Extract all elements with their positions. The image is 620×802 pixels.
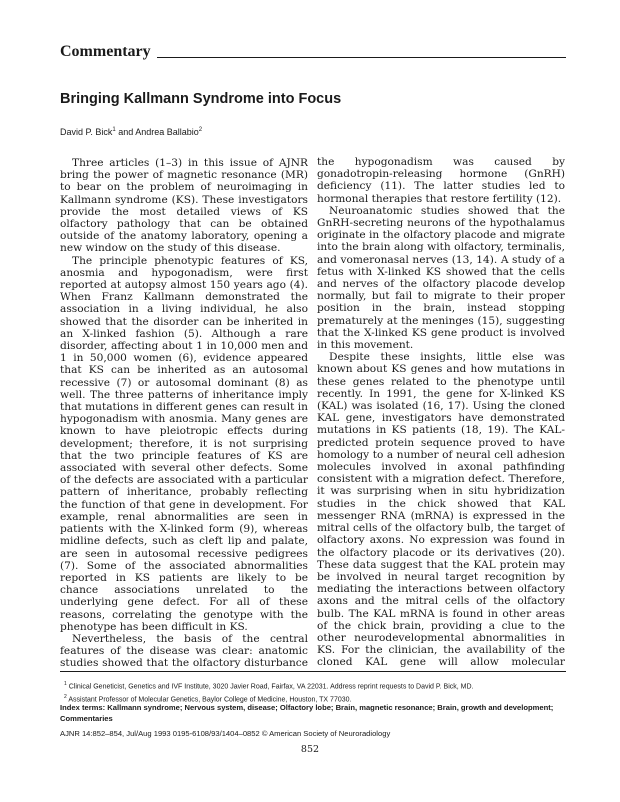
author-1: David P. Bick [60, 127, 113, 137]
footnote-rule [60, 671, 566, 672]
author-line [60, 127, 202, 137]
paragraph-kal-gene: Despite these insights, little else was known about KS genes and how mutations in these genes related to the phenotype until recently. In 1991, the gene for X-linked KS (KAL) was isolated (16, 17). Using the cloned KAL gene, investigators have demonstrated mutations in KS patients (18, 19). The KAL-predicted protein sequence proved to have homology to a number of neural cell adhesion molecules involved in axonal pathfinding consistent with a migration defect. Therefore, it was surprising when in situ hybridization studies in the chick showed that KAL messenger RNA (mRNA) is expressed in the mitral cells of the olfactory bulb, the target of olfactory axons. No expression was found in the olfactory placode or its derivatives (20). These data suggest that the KAL protein may be involved in neural target recognition by mediating the interactions between olfactory axons and the mitral cells of the olfactory bulb. The KAL mRNA is found in other areas of the chick brain, providing a clue to the other neurodevelopmental abnormalities in KS. For the clinician, the availability of the cloned KAL gene will allow molecular [317, 351, 565, 668]
author-1-footnote-mark: 1 [112, 127, 116, 133]
author-conjunction: and [115, 127, 136, 137]
journal-citation: AJNR 14:852–854, Jul/Aug 1993 0195-6108/93/1404–0852 © American Society of Neuroradiology [60, 729, 391, 738]
footnote-1-mark: 1 [64, 681, 67, 687]
footnote-1 [64, 679, 564, 692]
section-header [60, 44, 566, 60]
right-column [317, 156, 565, 668]
left-column [60, 157, 308, 669]
paragraph-basis: Nevertheless, the basis of the central features of the disease was clear: anatomic studies showed that the olfactory disturbance [60, 632, 308, 669]
author-2: Andrea Ballabio [135, 127, 199, 137]
footnote-2-text: Assistant Professor of Molecular Genetics, Baylor College of Medicine, Houston, TX 77030. [66, 696, 352, 704]
index-terms: Index terms: Kallmann syndrome; Nervous system, disease; Olfactory lobe; Brain, magnetic resonance; Brain, growth and development; Commentaries [60, 703, 554, 723]
footnote-1-text: Clinical Geneticist, Genetics and IVF Institute, 3020 Javier Road, Fairfax, VA 22031. Address reprint requests to David P. Bick, MD. [66, 683, 474, 691]
paragraph-intro: Three articles (1–3) in this issue of AJNR bring the power of magnetic resonance (MR) to bear on the problem of neuroimaging in Kallmann syndrome (KS). These investigators provide the most detailed views of KS olfactory pathology that can be obtained outside of the anatomy laboratory, opening a new window on the study of this disease. [60, 157, 308, 255]
paragraph-neuroanatomic: Neuroanatomic studies showed that the GnRH-secreting neurons of the hypothalamus originate in the olfactory placode and migrate into the brain along with olfactory, terminalis, and vomeronasal nerves (13, 14). A study of a fetus with X-linked KS showed that the cells and nerves of the olfactory placode develop normally, but fail to migrate to their proper position in the brain, instead stopping prematurely at the meninges (15), suggesting that the X-linked KS gene product is involved in this movement. [317, 204, 565, 352]
paragraph-hypogonadism-cont: the hypogonadism was caused by gonadotropin-releasing hormone (GnRH) deficiency (11). The latter studies led to hormonal therapies that restore fertility (12). [317, 156, 565, 205]
paragraph-phenotype: The principle phenotypic features of KS, anosmia and hypogonadism, were first reported at autopsy almost 150 years ago (4). When Franz Kallmann demonstrated the association in a living individual, he also showed that the disorder can be inherited in an X-linked fashion (5). Although a rare disorder, affecting about 1 in 10,000 men and 1 in 50,000 women (6), evidence appeared that KS can be inherited as an autosomal recessive (7) or autosomal dominant (8) as well. The three patterns of inheritance imply that mutations in different genes can result in hypogonadism with anosmia. Many genes are known to have pleiotropic effects during development; therefore, it is not surprising that the two principle features of KS are associated with several other defects. Some of the defects are associated with a particular pattern of inheritance, probably reflecting the function of that gene in development. For example, renal abnormalities are seen in patients with the X-linked form (9), whereas midline defects, such as cleft lip and palate, are seen in autosomal recessive pedigrees (7). Some of the associated abnormalities reported in KS patients are likely to be chance associations unrelated to the underlying gene defect. For all of these reasons, correlating the genotype with the phenotype has been difficult in KS. [60, 254, 308, 633]
footnote-2-mark: 2 [64, 694, 67, 701]
author-2-footnote-mark: 2 [198, 127, 203, 133]
page-number: 852 [300, 744, 320, 755]
section-rule [157, 57, 566, 58]
article-title: Bringing Kallmann Syndrome into Focus [60, 91, 342, 107]
section-label: Commentary [60, 43, 151, 60]
